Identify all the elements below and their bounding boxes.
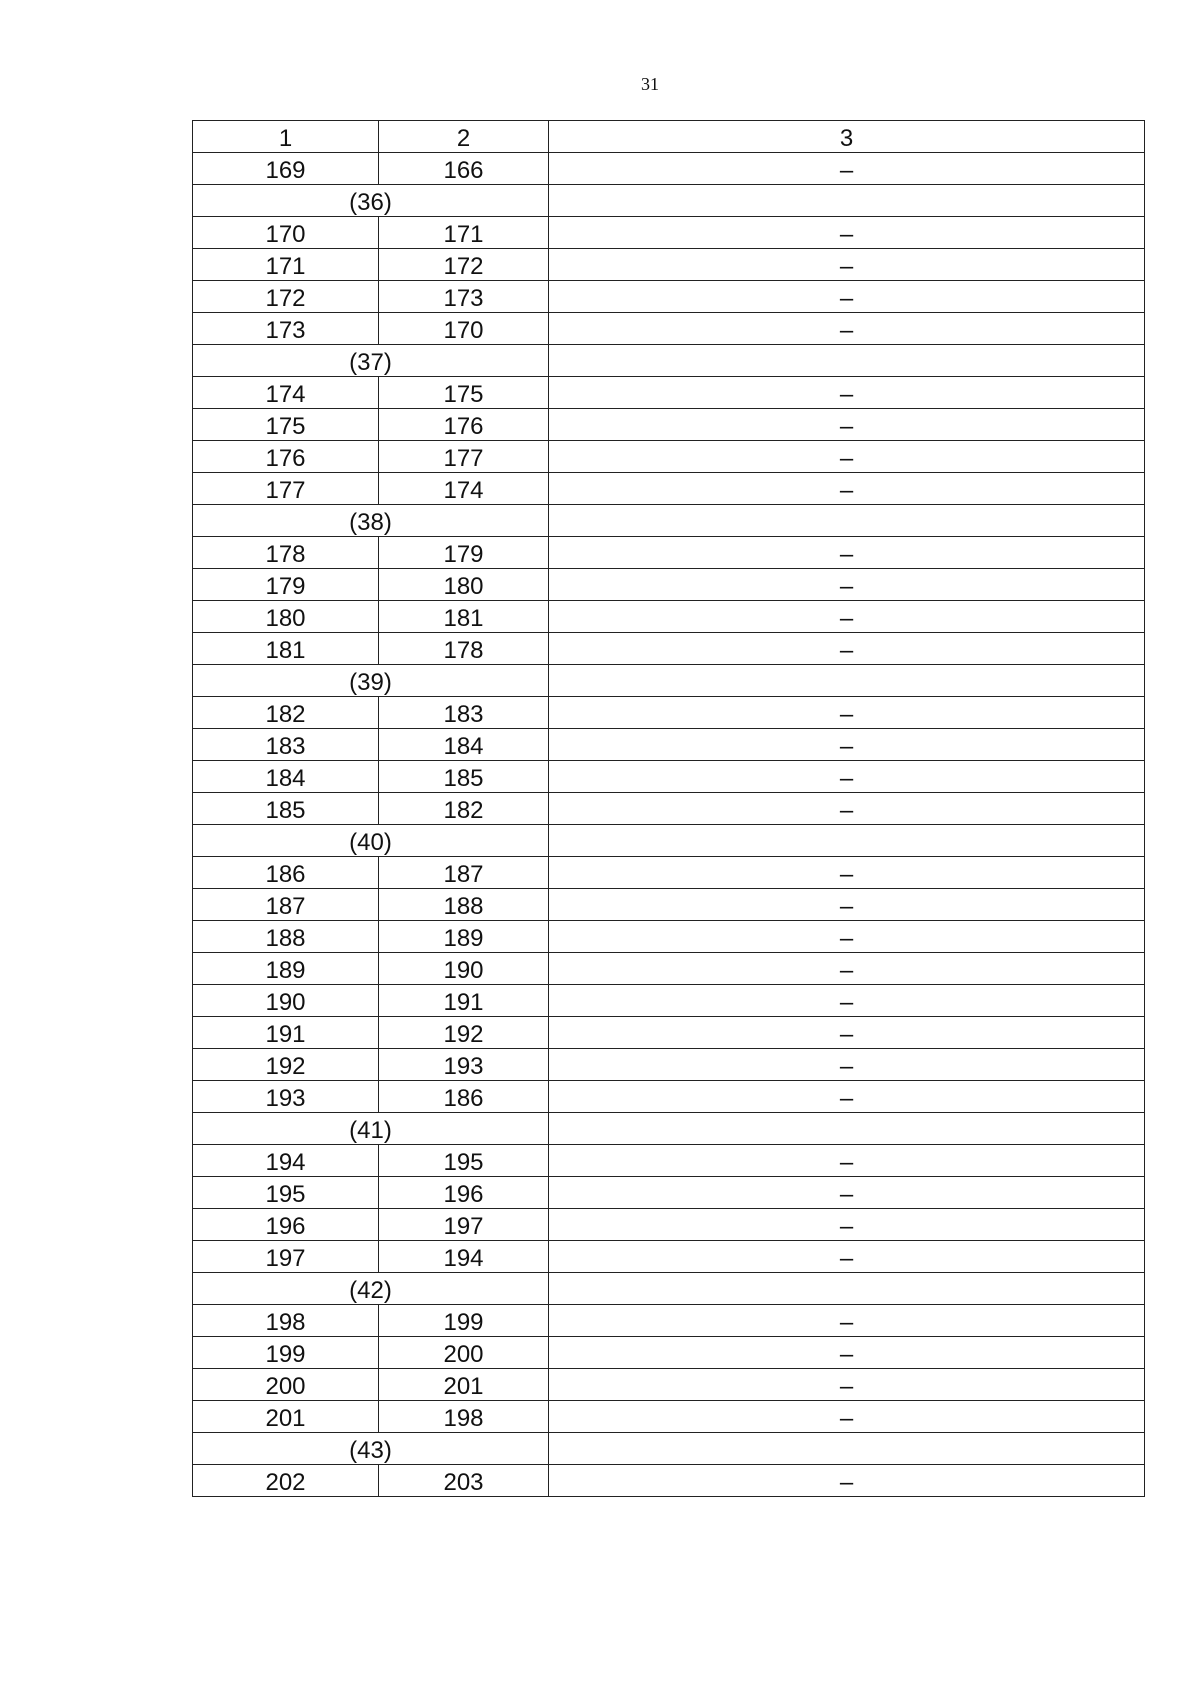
- table-cell-col-3: –: [549, 249, 1145, 281]
- group-label-empty-cell: [549, 345, 1145, 377]
- group-label-empty-cell: [549, 185, 1145, 217]
- table-cell-col-3: –: [549, 1401, 1145, 1433]
- table-cell-col-2: 190: [379, 953, 549, 985]
- table-cell-col-3: –: [549, 377, 1145, 409]
- page-number: 31: [641, 74, 659, 94]
- table-row: [193, 1305, 1145, 1337]
- table-row: [193, 377, 1145, 409]
- table-cell-col-1: 195: [193, 1177, 379, 1209]
- table-cell-col-2: 201: [379, 1369, 549, 1401]
- table-cell-col-2: 171: [379, 217, 549, 249]
- table-cell-col-3: –: [549, 1305, 1145, 1337]
- table-cell-col-1: 198: [193, 1305, 379, 1337]
- table-cell-col-2: 203: [379, 1465, 549, 1497]
- group-label-empty-cell: [549, 505, 1145, 537]
- table-row: [193, 153, 1145, 185]
- table-cell-col-3: –: [549, 1145, 1145, 1177]
- group-label: (41): [193, 1113, 549, 1145]
- table-cell-col-2: 170: [379, 313, 549, 345]
- table-row: [193, 313, 1145, 345]
- table-cell-col-1: 177: [193, 473, 379, 505]
- table-row: [193, 281, 1145, 313]
- table-cell-col-3: –: [549, 1017, 1145, 1049]
- table-cell-col-3: –: [549, 1337, 1145, 1369]
- table-cell-col-1: 182: [193, 697, 379, 729]
- group-label: (37): [193, 345, 549, 377]
- table-cell-col-3: –: [549, 953, 1145, 985]
- table-cell-col-2: 194: [379, 1241, 549, 1273]
- group-label: (39): [193, 665, 549, 697]
- table-cell-col-1: 178: [193, 537, 379, 569]
- table-cell-col-1: 196: [193, 1209, 379, 1241]
- table-cell-col-1: 190: [193, 985, 379, 1017]
- table-cell-col-3: –: [549, 1209, 1145, 1241]
- table-cell-col-3: –: [549, 1177, 1145, 1209]
- table-row: [193, 249, 1145, 281]
- table-cell-col-3: –: [549, 1081, 1145, 1113]
- table-cell-col-1: 192: [193, 1049, 379, 1081]
- table-row: [193, 633, 1145, 665]
- table-row: [193, 569, 1145, 601]
- table-cell-col-3: –: [549, 793, 1145, 825]
- table-cell-col-3: –: [549, 1369, 1145, 1401]
- group-label-empty-cell: [549, 1433, 1145, 1465]
- group-label: (36): [193, 185, 549, 217]
- table-cell-col-1: 169: [193, 153, 379, 185]
- table-cell-col-2: 178: [379, 633, 549, 665]
- header-cell-3: 3: [549, 121, 1145, 153]
- table-cell-col-1: 187: [193, 889, 379, 921]
- group-label-row: [193, 1113, 1145, 1145]
- table-row: [193, 473, 1145, 505]
- group-label: (42): [193, 1273, 549, 1305]
- table-cell-col-1: 181: [193, 633, 379, 665]
- table-row: [193, 921, 1145, 953]
- group-label-row: [193, 1273, 1145, 1305]
- table-cell-col-1: 193: [193, 1081, 379, 1113]
- group-label-row: [193, 345, 1145, 377]
- table-row: [193, 1017, 1145, 1049]
- table-cell-col-2: 186: [379, 1081, 549, 1113]
- group-label: (43): [193, 1433, 549, 1465]
- table-row: [193, 1177, 1145, 1209]
- table-row: [193, 1369, 1145, 1401]
- group-label-row: [193, 505, 1145, 537]
- group-label-empty-cell: [549, 825, 1145, 857]
- table-row: [193, 857, 1145, 889]
- table-cell-col-3: –: [549, 569, 1145, 601]
- table-cell-col-1: 191: [193, 1017, 379, 1049]
- table-cell-col-2: 193: [379, 1049, 549, 1081]
- table-row: [193, 953, 1145, 985]
- table-cell-col-3: –: [549, 601, 1145, 633]
- group-label-empty-cell: [549, 665, 1145, 697]
- table-cell-col-1: 194: [193, 1145, 379, 1177]
- table-row: [193, 1465, 1145, 1497]
- table-header-row: [193, 121, 1145, 153]
- table-cell-col-3: –: [549, 409, 1145, 441]
- table-cell-col-3: –: [549, 633, 1145, 665]
- table-cell-col-2: 166: [379, 153, 549, 185]
- table-cell-col-3: –: [549, 1465, 1145, 1497]
- group-label-row: [193, 665, 1145, 697]
- table-cell-col-1: 172: [193, 281, 379, 313]
- table-cell-col-2: 188: [379, 889, 549, 921]
- table-cell-col-3: –: [549, 537, 1145, 569]
- table-row: [193, 217, 1145, 249]
- table-cell-col-1: 184: [193, 761, 379, 793]
- table-cell-col-1: 189: [193, 953, 379, 985]
- table-cell-col-3: –: [549, 473, 1145, 505]
- table-cell-col-3: –: [549, 217, 1145, 249]
- table-row: [193, 1049, 1145, 1081]
- table-row: [193, 409, 1145, 441]
- table-cell-col-2: 179: [379, 537, 549, 569]
- group-label-empty-cell: [549, 1113, 1145, 1145]
- table-cell-col-2: 183: [379, 697, 549, 729]
- table-row: [193, 729, 1145, 761]
- table-cell-col-1: 180: [193, 601, 379, 633]
- group-label-empty-cell: [549, 1273, 1145, 1305]
- table-cell-col-3: –: [549, 281, 1145, 313]
- table-row: [193, 1401, 1145, 1433]
- table-cell-col-1: 179: [193, 569, 379, 601]
- table-cell-col-2: 198: [379, 1401, 549, 1433]
- table-cell-col-2: 175: [379, 377, 549, 409]
- table-row: [193, 793, 1145, 825]
- table-row: [193, 761, 1145, 793]
- table-row: [193, 985, 1145, 1017]
- table-row: [193, 1145, 1145, 1177]
- table-cell-col-1: 175: [193, 409, 379, 441]
- table-row: [193, 1209, 1145, 1241]
- table-cell-col-2: 197: [379, 1209, 549, 1241]
- table-cell-col-2: 173: [379, 281, 549, 313]
- table-row: [193, 1241, 1145, 1273]
- table-cell-col-2: 196: [379, 1177, 549, 1209]
- table-cell-col-3: –: [549, 1049, 1145, 1081]
- table-cell-col-3: –: [549, 729, 1145, 761]
- table-cell-col-2: 189: [379, 921, 549, 953]
- table-cell-col-1: 188: [193, 921, 379, 953]
- table-cell-col-3: –: [549, 857, 1145, 889]
- table-row: [193, 1081, 1145, 1113]
- table-cell-col-2: 192: [379, 1017, 549, 1049]
- table-cell-col-2: 184: [379, 729, 549, 761]
- group-label-row: [193, 185, 1145, 217]
- table-row: [193, 537, 1145, 569]
- table-cell-col-2: 185: [379, 761, 549, 793]
- table-cell-col-1: 186: [193, 857, 379, 889]
- table-cell-col-1: 173: [193, 313, 379, 345]
- table-cell-col-1: 171: [193, 249, 379, 281]
- table-cell-col-1: 200: [193, 1369, 379, 1401]
- table-cell-col-2: 182: [379, 793, 549, 825]
- table-body: [193, 121, 1145, 1497]
- table-cell-col-2: 176: [379, 409, 549, 441]
- table-cell-col-1: 199: [193, 1337, 379, 1369]
- table-cell-col-3: –: [549, 985, 1145, 1017]
- table-cell-col-1: 174: [193, 377, 379, 409]
- group-label: (38): [193, 505, 549, 537]
- table-cell-col-2: 195: [379, 1145, 549, 1177]
- table-cell-col-1: 202: [193, 1465, 379, 1497]
- table-cell-col-3: –: [549, 889, 1145, 921]
- table-cell-col-1: 170: [193, 217, 379, 249]
- group-label-row: [193, 1433, 1145, 1465]
- table-cell-col-1: 197: [193, 1241, 379, 1273]
- table-cell-col-3: –: [549, 441, 1145, 473]
- group-label-row: [193, 825, 1145, 857]
- table-cell-col-3: –: [549, 761, 1145, 793]
- table-cell-col-2: 191: [379, 985, 549, 1017]
- table-cell-col-2: 177: [379, 441, 549, 473]
- table-cell-col-2: 187: [379, 857, 549, 889]
- data-table: [192, 120, 1145, 1497]
- table-cell-col-2: 180: [379, 569, 549, 601]
- table-row: [193, 601, 1145, 633]
- table-cell-col-2: 181: [379, 601, 549, 633]
- table-cell-col-2: 199: [379, 1305, 549, 1337]
- table-cell-col-1: 185: [193, 793, 379, 825]
- group-label: (40): [193, 825, 549, 857]
- table-row: [193, 1337, 1145, 1369]
- table-cell-col-3: –: [549, 1241, 1145, 1273]
- header-cell-2: 2: [379, 121, 549, 153]
- table-cell-col-3: –: [549, 153, 1145, 185]
- table-cell-col-3: –: [549, 313, 1145, 345]
- table-cell-col-3: –: [549, 697, 1145, 729]
- table-cell-col-2: 172: [379, 249, 549, 281]
- table-row: [193, 441, 1145, 473]
- table-cell-col-1: 201: [193, 1401, 379, 1433]
- header-cell-1: 1: [193, 121, 379, 153]
- table-row: [193, 697, 1145, 729]
- table-cell-col-2: 200: [379, 1337, 549, 1369]
- table-row: [193, 889, 1145, 921]
- table-cell-col-1: 176: [193, 441, 379, 473]
- table-cell-col-2: 174: [379, 473, 549, 505]
- table-cell-col-3: –: [549, 921, 1145, 953]
- table-cell-col-1: 183: [193, 729, 379, 761]
